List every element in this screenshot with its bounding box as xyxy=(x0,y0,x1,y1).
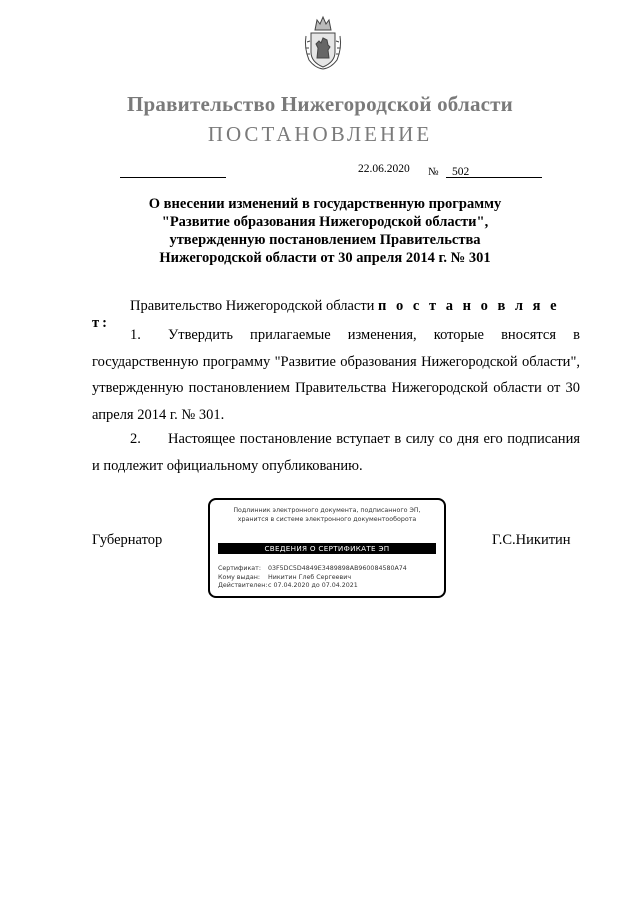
validity-value: с 07.04.2020 до 07.04.2021 xyxy=(268,582,358,590)
item-number: 1. xyxy=(130,327,141,343)
validity-row xyxy=(218,582,407,591)
stamp-note xyxy=(210,506,444,524)
stamp-note-line: Подлинник электронного документа, подписанного ЭП, xyxy=(233,507,421,514)
validity-label: Действителен: xyxy=(218,582,268,590)
certificate-row xyxy=(218,565,407,574)
certificate-info-bar: СВЕДЕНИЯ О СЕРТИФИКАТЕ ЭП xyxy=(218,543,436,554)
certificate-details xyxy=(218,565,407,591)
heading-line: О внесении изменений в государственную программу xyxy=(148,196,502,212)
list-item xyxy=(92,322,580,428)
issued-to-value: Никитин Глеб Сергеевич xyxy=(268,573,352,581)
government-name: Правительство Нижегородской области xyxy=(127,92,513,116)
item-text: Утвердить прилагаемые изменения, которые вносятся в государственную программу "Развитие образования Нижегородской области", утвержденную постановлением Правительства Нижегородской области от 30 апреля 2014 г. № 301. xyxy=(92,327,580,423)
heading-line: Нижегородской области от 30 апреля 2014 г. № 301 xyxy=(159,250,491,266)
document-number-field xyxy=(446,162,542,178)
coat-of-arms-icon xyxy=(303,14,343,70)
certificate-value: 03F5DC5D4849E3489898AB960084580A74 xyxy=(268,565,407,572)
document-date: 22.06.2020 xyxy=(358,163,410,175)
decree-word: п о с т а н о в л я е т: xyxy=(92,298,560,331)
item-text: Настоящее постановление вступает в силу со дня его подписания и подлежит официальному опубликованию. xyxy=(92,431,580,474)
issued-to-label: Кому выдан: xyxy=(218,573,260,581)
heading-line: "Развитие образования Нижегородской области", xyxy=(161,214,489,230)
item-number: 2. xyxy=(130,431,141,447)
number-label: № xyxy=(428,166,439,178)
document-heading xyxy=(120,195,530,267)
signer-role: Губернатор xyxy=(92,532,163,548)
document-type: ПОСТАНОВЛЕНИЕ xyxy=(207,122,433,146)
heading-line: утвержденную постановлением Правительства xyxy=(169,232,481,248)
stamp-note-line: хранится в системе электронного документооборота xyxy=(237,516,417,523)
certificate-label: Сертификат: xyxy=(218,565,261,572)
issued-to-row xyxy=(218,574,407,583)
signature-date-line xyxy=(120,177,226,178)
intro-text: Правительство Нижегородской области xyxy=(130,298,379,314)
signer-name: Г.С.Никитин xyxy=(492,532,571,548)
list-item xyxy=(92,426,580,479)
document-number: 502 xyxy=(452,166,470,178)
electronic-signature-stamp xyxy=(208,498,446,598)
